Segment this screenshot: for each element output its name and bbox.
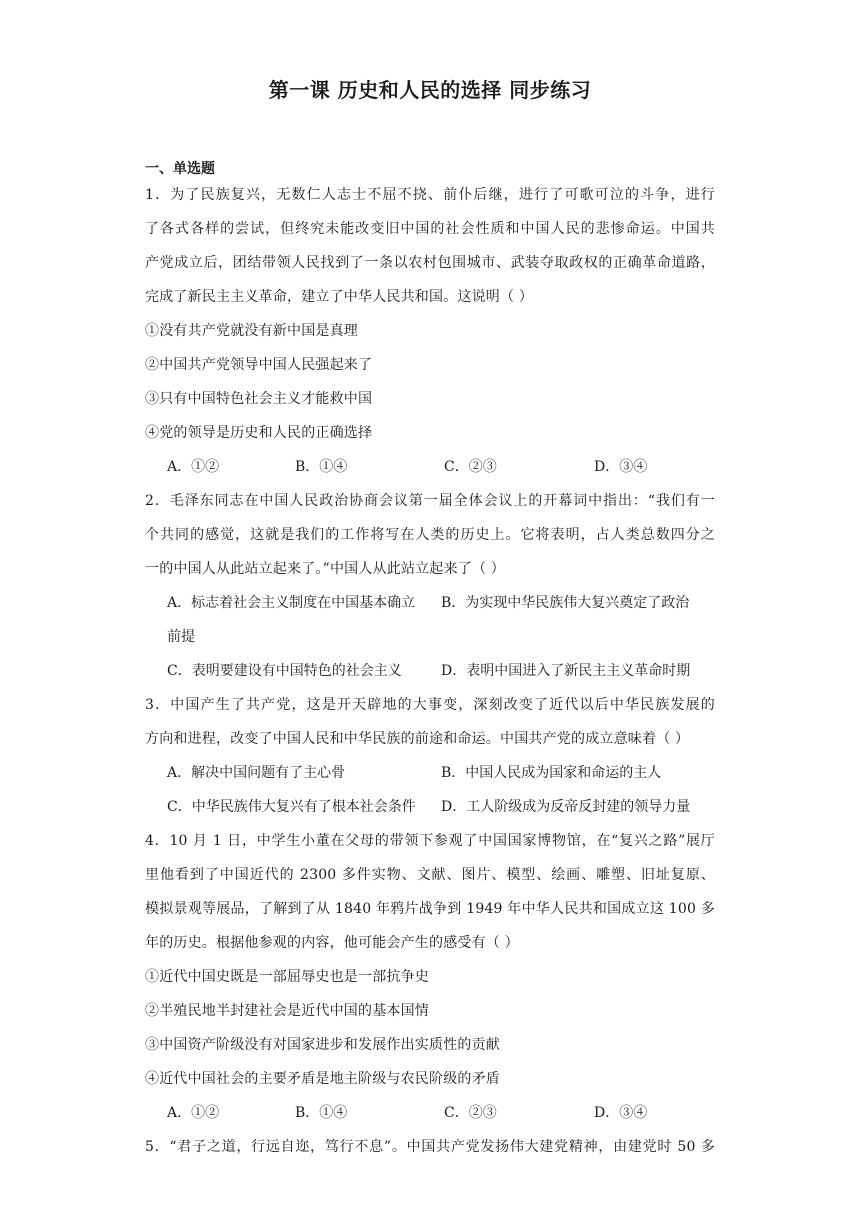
question-2-option-a: A．标志着社会主义制度在中国基本确立 — [167, 595, 416, 611]
question-4-stem-line: 里他看到了中国近代的 2300 多件实物、文献、图片、模型、绘画、雕塑、旧址复原、 — [145, 867, 715, 883]
question-4-option-d: D．③④ — [594, 1105, 648, 1121]
question-5-stem-line: 5．“君子之道，行远自迩，笃行不息”。中国共产党发扬伟大建党精神，由建党时 50 多 — [145, 1139, 715, 1155]
question-2-stem-line: 一的中国人从此站立起来了。”中国人从此站立起来了（ ） — [145, 561, 506, 577]
question-1-option-c: C．②③ — [444, 459, 497, 475]
question-1-statement: ④党的领导是历史和人民的正确选择 — [145, 425, 373, 441]
question-4-option-a: A．①② — [167, 1105, 220, 1121]
question-2-option-b: B．为实现中华民族伟大复兴奠定了政治 — [441, 595, 690, 611]
question-3-option-d: D．工人阶级成为反帝反封建的领导力量 — [441, 799, 691, 815]
question-1-statement: ①没有共产党就没有新中国是真理 — [145, 323, 358, 339]
question-4-option-c: C．②③ — [444, 1105, 497, 1121]
question-4-statement: ④近代中国社会的主要矛盾是地主阶级与农民阶级的矛盾 — [145, 1071, 500, 1087]
question-3-stem-line: 方向和进程，改变了中国人民和中华民族的前途和命运。中国共产党的成立意味着（ ） — [145, 731, 690, 747]
question-4-stem-line: 模拟景观等展品，了解到了从 1840 年鸦片战争到 1949 年中华人民共和国成立这 100 多 — [145, 901, 715, 917]
question-4-statement: ③中国资产阶级没有对国家进步和发展作出实质性的贡献 — [145, 1037, 500, 1053]
question-1-statement: ②中国共产党领导中国人民强起来了 — [145, 357, 373, 373]
question-1-option-d: D．③④ — [594, 459, 648, 475]
question-4-statement: ②半殖民地半封建社会是近代中国的基本国情 — [145, 1003, 429, 1019]
question-1-statement: ③只有中国特色社会主义才能救中国 — [145, 391, 373, 407]
question-1-stem-line: 产党成立后，团结带领人民找到了一条以农村包围城市、武装夺取政权的正确革命道路， — [145, 255, 715, 271]
question-4-stem-line: 年的历史。根据他参观的内容，他可能会产生的感受有（ ） — [145, 935, 519, 951]
question-1-stem-line: 1．为了民族复兴，无数仁人志士不屈不挠、前仆后继，进行了可歌可泣的斗争，进行 — [145, 187, 715, 203]
question-2-stem-line: 2．毛泽东同志在中国人民政治协商会议第一届全体会议上的开幕词中指出：“我们有一 — [145, 493, 715, 509]
question-2-option-d: D．表明中国进入了新民主主义革命时期 — [441, 663, 691, 679]
question-2-stem-line: 个共同的感觉，这就是我们的工作将写在人类的历史上。它将表明，占人类总数四分之 — [145, 527, 715, 543]
page-title: 第一课 历史和人民的选择 同步练习 — [268, 78, 592, 102]
question-2-option-b-continued: 前提 — [167, 629, 195, 645]
section-heading: 一、单选题 — [145, 161, 215, 177]
question-1-option-b: B．①④ — [295, 459, 348, 475]
question-1-stem-line: 了各式各样的尝试，但终究未能改变旧中国的社会性质和中国人民的悲惨命运。中国共 — [145, 221, 715, 237]
question-4-statement: ①近代中国史既是一部屈辱史也是一部抗争史 — [145, 969, 429, 985]
question-4-option-b: B．①④ — [295, 1105, 348, 1121]
question-3-option-b: B．中国人民成为国家和命运的主人 — [441, 765, 662, 781]
question-1-stem-line: 完成了新民主主义革命，建立了中华人民共和国。这说明（ ） — [145, 289, 534, 305]
question-4-stem-line: 4．10 月 1 日，中学生小董在父母的带领下参观了中国国家博物馆，在“复兴之路”展厅 — [145, 833, 715, 849]
question-3-option-a: A．解决中国问题有了主心骨 — [167, 765, 346, 781]
question-3-stem-line: 3．中国产生了共产党，这是开天辟地的大事变，深刻改变了近代以后中华民族发展的 — [145, 697, 715, 713]
question-1-option-a: A．①② — [167, 459, 220, 475]
question-3-option-c: C．中华民族伟大复兴有了根本社会条件 — [167, 799, 416, 815]
question-2-option-c: C．表明要建设有中国特色的社会主义 — [167, 663, 402, 679]
